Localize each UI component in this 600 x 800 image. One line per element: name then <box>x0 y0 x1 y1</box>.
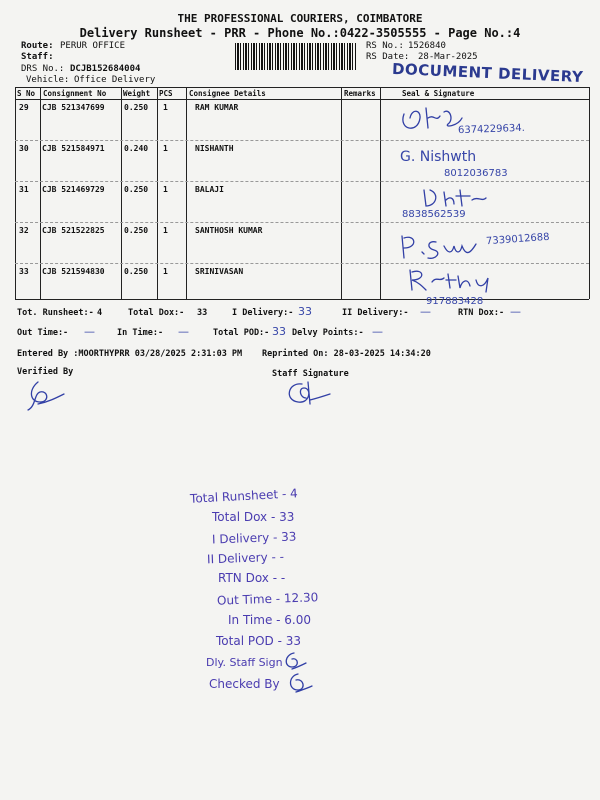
staff-signature <box>282 378 332 408</box>
row-pcs: 1 <box>163 267 168 276</box>
row-weight: 0.250 <box>124 226 149 235</box>
col-header-sno: S No <box>17 89 36 98</box>
barcode <box>235 43 357 70</box>
row-consignee: RAM KUMAR <box>195 103 239 112</box>
route-label: Route: <box>21 41 54 51</box>
row-consignment: CJB 521347699 <box>42 103 105 112</box>
in-time-hand: — <box>178 325 189 338</box>
out-time-label: Out Time:- <box>17 328 69 338</box>
signature-phone: 917883428 <box>426 296 484 307</box>
summary-line: Dly. Staff Sign <box>206 656 283 669</box>
vehicle-label: Vehicle: <box>26 75 70 85</box>
row-separator <box>15 181 589 182</box>
row-sno: 30 <box>19 144 29 153</box>
total-pod-label: Total POD:- <box>213 328 270 338</box>
rs-no-label: RS No.: <box>366 41 404 51</box>
row-consignee: SRINIVASAN <box>195 267 244 276</box>
company-title: THE PROFESSIONAL COURIERS, COIMBATORE <box>177 12 423 25</box>
rtn-dox-hand: — <box>510 305 521 318</box>
summary-line: In Time - 6.00 <box>228 613 312 627</box>
row-separator <box>15 140 589 141</box>
col-border <box>157 87 158 299</box>
row-pcs: 1 <box>163 185 168 194</box>
ii-delivery-label: II Delivery:- <box>342 308 409 318</box>
table-bottom-rule <box>15 299 589 300</box>
signature-phone: 8012036783 <box>444 168 508 179</box>
vehicle-value: Office Delivery <box>74 75 156 85</box>
summary-line: Checked By <box>209 677 280 691</box>
col-header-signature: Seal & Signature <box>402 89 475 98</box>
signature-phone: 8838562539 <box>402 209 466 220</box>
row-consignee: BALAJI <box>195 185 224 194</box>
col-border <box>186 87 187 299</box>
col-header-pcs: PCS <box>159 89 173 98</box>
summary-line: Out Time - 12.30 <box>216 590 319 608</box>
col-header-consignee: Consignee Details <box>189 89 266 98</box>
summary-staff-sign <box>282 651 306 671</box>
signature-phone: 6374229634. <box>457 122 525 137</box>
staff-label: Staff: <box>21 52 54 62</box>
total-pod-hand: 33 <box>272 325 286 338</box>
entered-by: Entered By :MOORTHYPRR 03/28/2025 2:31:03 PM <box>17 349 243 359</box>
row-pcs: 1 <box>163 103 168 112</box>
signature-scribble <box>404 268 500 294</box>
row-pcs: 1 <box>163 226 168 235</box>
row-consignment: CJB 521469729 <box>42 185 105 194</box>
summary-checked-sign <box>286 672 312 694</box>
verified-by-label: Verified By <box>17 367 74 377</box>
col-header-weight: Weight <box>123 89 151 98</box>
col-border <box>121 87 122 299</box>
row-consignee: NISHANTH <box>195 144 234 153</box>
table-top-rule <box>15 87 589 88</box>
row-separator <box>15 222 589 223</box>
row-sno: 32 <box>19 226 29 235</box>
row-sno: 29 <box>19 103 29 112</box>
summary-line: I Delivery - 33 <box>211 529 297 547</box>
total-dox-value: 33 <box>197 308 208 318</box>
row-weight: 0.250 <box>124 267 149 276</box>
col-border <box>15 87 16 299</box>
signature-name: G. Nishwth <box>400 149 477 165</box>
summary-line: RTN Dox - - <box>218 571 286 585</box>
delvy-points-label: Delvy Points:- <box>292 328 364 338</box>
row-sno: 31 <box>19 185 29 194</box>
tot-runsheet-label: Tot. Runsheet:- <box>17 308 94 318</box>
tot-runsheet-value: 4 <box>97 308 103 318</box>
runsheet-subtitle: Delivery Runsheet - PRR - Phone No.:0422-3505555 - Page No.:4 <box>79 26 521 40</box>
col-header-consignment: Consignment No <box>43 89 107 98</box>
i-delivery-label: I Delivery:- <box>232 308 294 318</box>
col-border <box>589 87 590 299</box>
delvy-points-hand: — <box>372 325 383 338</box>
drs-value: DCJB152684004 <box>70 64 141 74</box>
signature-phone: 7339012688 <box>485 231 550 248</box>
rs-date-value: 28-Mar-2025 <box>418 52 478 62</box>
row-consignment: CJB 521584971 <box>42 144 105 153</box>
row-separator <box>15 263 589 264</box>
row-consignee: SANTHOSH KUMAR <box>195 226 263 235</box>
verified-signature <box>24 380 68 412</box>
drs-label: DRS No.: <box>21 64 65 74</box>
row-sno: 33 <box>19 267 29 276</box>
row-consignment: CJB 521522825 <box>42 226 105 235</box>
staff-signature-label: Staff Signature <box>272 369 349 379</box>
col-header-remarks: Remarks <box>344 89 376 98</box>
rs-no-value: 1526840 <box>408 41 446 51</box>
col-border <box>40 87 41 299</box>
row-weight: 0.240 <box>124 144 149 153</box>
row-pcs: 1 <box>163 144 168 153</box>
reprinted-on: Reprinted On: 28-03-2025 14:34:20 <box>262 349 431 359</box>
ii-delivery-hand: — <box>420 305 431 318</box>
out-time-hand: — <box>84 325 95 338</box>
document-delivery-stamp: DOCUMENT DELIVERY <box>391 59 584 87</box>
col-border <box>380 87 381 299</box>
route-value: PERUR OFFICE <box>60 41 126 51</box>
row-weight: 0.250 <box>124 103 149 112</box>
signature-scribble <box>396 232 486 262</box>
signature-scribble <box>420 186 490 210</box>
total-dox-label: Total Dox:- <box>128 308 185 318</box>
summary-line: Total POD - 33 <box>216 634 301 648</box>
rs-date-label: RS Date: <box>366 52 410 62</box>
row-consignment: CJB 521594830 <box>42 267 105 276</box>
summary-line: Total Dox - 33 <box>212 510 295 524</box>
col-border <box>341 87 342 299</box>
rtn-dox-label: RTN Dox:- <box>458 308 505 318</box>
row-weight: 0.250 <box>124 185 149 194</box>
table-header-rule <box>15 99 589 100</box>
i-delivery-hand: 33 <box>298 305 312 318</box>
summary-line: Total Runsheet - 4 <box>189 486 299 506</box>
in-time-label: In Time:- <box>117 328 164 338</box>
summary-line: II Delivery - - <box>206 549 285 567</box>
